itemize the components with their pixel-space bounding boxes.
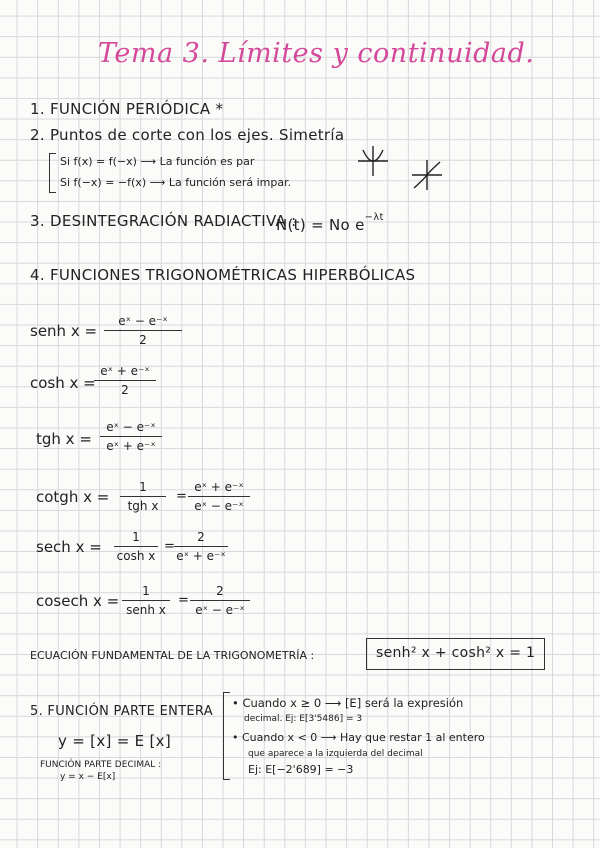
senh-numerator: eˣ − e⁻ˣ (118, 314, 168, 328)
sech-fraction-2 (174, 530, 228, 563)
section-2-case-odd: Si f(−x) = −f(x) ⟶ La función será impar. (60, 176, 292, 189)
cosh-denominator: 2 (121, 383, 129, 397)
cosech-lhs: cosech x = (36, 592, 120, 610)
radioactive-decay-formula (276, 212, 384, 234)
cosech-denominator-1: senh x (126, 603, 166, 617)
case-negative-line-3: Ej: E[−2'689] = −3 (248, 763, 354, 776)
case-positive-line-1: • Cuando x ≥ 0 ⟶ [E] será la expresión (232, 696, 464, 710)
sech-denominator-1: cosh x (116, 549, 156, 563)
section-2-case-even: Si f(x) = f(−x) ⟶ La función es par (60, 155, 255, 168)
cotgh-fraction-1 (120, 480, 166, 513)
cotgh-denominator-1: tgh x (127, 499, 159, 513)
fundamental-equation-label: ECUACIÓN FUNDAMENTAL DE LA TRIGONOMETRÍA : (30, 649, 315, 662)
cotgh-lhs: cotgh x = (36, 488, 110, 506)
tgh-lhs: tgh x = (36, 430, 92, 448)
fundamental-equation-formula: senh² x + cosh² x = 1 (376, 645, 536, 661)
senh-denominator: 2 (139, 333, 147, 347)
cotgh-equals: = (176, 489, 187, 504)
tgh-fraction (100, 420, 162, 453)
decimal-part-formula: y = x − E[x] (60, 772, 116, 782)
sech-numerator-1: 1 (132, 530, 140, 544)
cosh-numerator: eˣ + e⁻ˣ (100, 364, 150, 378)
sech-denominator-2: eˣ + e⁻ˣ (176, 549, 226, 563)
cosech-denominator-2: eˣ − e⁻ˣ (195, 603, 245, 617)
cosh-fraction (94, 364, 156, 397)
cotgh-fraction-2 (188, 480, 250, 513)
section-2-brace (49, 153, 56, 193)
section-4-heading: 4. FUNCIONES TRIGONOMÉTRICAS HIPERBÓLICAS (30, 266, 416, 284)
case-negative-line-2: que aparece a la izquierda del decimal (248, 749, 423, 759)
sech-fraction-1 (114, 530, 158, 563)
cotgh-numerator-2: eˣ + e⁻ˣ (194, 480, 244, 494)
tgh-denominator: eˣ + e⁻ˣ (106, 439, 156, 453)
case-positive-line-2: decimal. Ej: E[3'5486] = 3 (244, 714, 363, 724)
sech-equals: = (164, 539, 175, 554)
cotgh-numerator-1: 1 (139, 480, 147, 494)
tgh-numerator: eˣ − e⁻ˣ (106, 420, 156, 434)
section-3-heading: 3. DESINTEGRACIÓN RADIACTIVA : (30, 212, 297, 230)
page-title: Tema 3. Límites y continuidad. (98, 38, 535, 69)
cosech-fraction-1 (122, 584, 170, 617)
integer-part-formula: y = [x] = E [x] (58, 732, 171, 750)
decimal-part-label: FUNCIÓN PARTE DECIMAL : (40, 760, 162, 770)
case-negative-line-1: • Cuando x < 0 ⟶ Hay que restar 1 al entero (232, 731, 485, 744)
cosech-numerator-1: 1 (142, 584, 150, 598)
decay-formula-base: N(t) = No e (276, 216, 365, 234)
sech-lhs: sech x = (36, 538, 102, 556)
cosech-fraction-2 (190, 584, 250, 617)
sech-numerator-2: 2 (197, 530, 205, 544)
cotgh-denominator-2: eˣ − e⁻ˣ (194, 499, 244, 513)
cosh-lhs: cosh x = (30, 374, 96, 392)
even-function-sketch (356, 144, 390, 178)
section-5-heading: 5. FUNCIÓN PARTE ENTERA (30, 704, 213, 719)
odd-function-sketch (410, 158, 444, 192)
cosech-equals: = (178, 593, 189, 608)
decay-formula-exponent: −λt (364, 212, 384, 223)
senh-lhs: senh x = (30, 322, 98, 340)
cosech-numerator-2: 2 (216, 584, 224, 598)
section-1-heading: 1. FUNCIÓN PERIÓDICA * (30, 100, 224, 118)
section-5-brace (223, 692, 230, 780)
section-2-heading: 2. Puntos de corte con los ejes. Simetría (30, 126, 345, 144)
senh-fraction (104, 314, 182, 347)
